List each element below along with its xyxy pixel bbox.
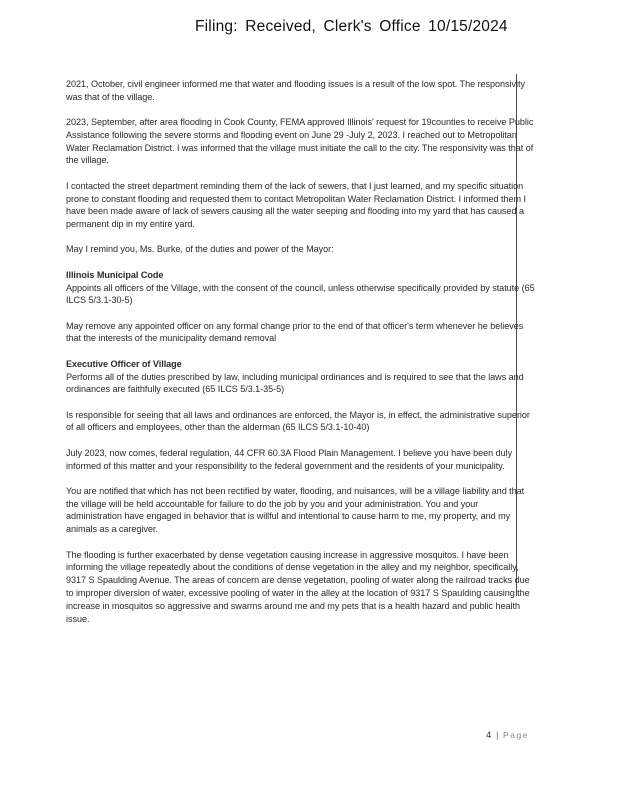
paragraph-performs-duties: Performs all of the duties prescribed by law, including municipal ordinances and is required to see that the laws and ordinances are faithfully executed (65 ILCS 5/3.1-35-5) — [66, 371, 524, 395]
page-separator: | — [495, 730, 499, 741]
heading-executive-officer: Executive Officer of Village — [66, 358, 182, 369]
paragraph-mayor-duties-intro: May I remind you, Ms. Burke, of the duties and power of the Mayor: — [66, 244, 334, 255]
paragraph-remove-officer: May remove any appointed officer on any formal change prior to the end of that officer's term whenever he believes that the interests of the municipality demand removal — [66, 320, 524, 344]
page-number — [486, 730, 529, 741]
page-label: Page — [503, 730, 529, 740]
paragraph-liability-notice: You are notified that which has not been rectified by water, flooding, and nuisances, will be a village liability and that the village will be held accountable for failure to do the job by you and your administration. You and your administration have engaged in behavior that is willful and intentional to cause harm to me, my property, and my animals as a caregiver. — [66, 485, 525, 535]
paragraph-street-department: I contacted the street department reminding them of the lack of sewers, that I just learned, and my specific situation prone to constant flooding and requested them to contact Metropolitan Water Reclamation District. I informed them I have been made aware of lack of sewers causing all the water seeping and flooding into my yard that has caused a permanent dip in my entire yard. — [66, 180, 526, 230]
page-number-value: 4 — [486, 730, 492, 741]
paragraph-federal-regulation: July 2023, now comes, federal regulation, 44 CFR 60.3A Flood Plain Management. I believe you have been duly informed of this matter and your responsibility to the federal government and the residents of your municipality. — [66, 447, 513, 471]
filing-stamp: Filing: Received, Clerk's Office 10/15/2024 — [195, 18, 508, 35]
paragraph-appoints-officers: Appoints all officers of the Village, with the consent of the council, unless otherwise specifically provided by statute (65 ILCS 5/3.1-30-5) — [66, 282, 535, 306]
paragraph-mosquitos: The flooding is further exacerbated by dense vegetation causing increase in aggressive mosquitos. I have been informing the village repeatedly about the conditions of dense vegetation in the alley and my neighbor, specifically, 9317 S Spaulding Avenue. The areas of concern are dense vegetation, pooling of water along the railroad tracks due to improper diversion of water, excessive pooling of water in the alley at the location of 9317 S Spaulding causing the increase in mosquitos so aggressive and swarms around me and my pets that is a health hazard and public health issue. — [66, 549, 530, 624]
letter-body — [66, 78, 536, 638]
paragraph-2023-fema: 2023, September, after area flooding in Cook County, FEMA approved Illinois' request for 19counties to receive Public Assistance following the severe storms and flooding event on June 29 -July 2, 2023. I reached out to Metropolitan Water Reclamation District. I was informed that the village must initiate the call to the city. The responsivity was that of the village. — [66, 117, 534, 166]
paragraph-2021-engineer: 2021, October, civil engineer informed me that water and flooding issues is a result of the low spot. The responsivity was that of the village. — [66, 79, 525, 102]
heading-illinois-municipal-code: Illinois Municipal Code — [66, 269, 164, 280]
paragraph-responsible-enforcement: Is responsible for seeing that all laws and ordinances are enforced, the Mayor is, in effect, the administrative superior of all officers and employees, other than the alderman (65 ILCS 5/3.1-10-40) — [66, 409, 530, 433]
